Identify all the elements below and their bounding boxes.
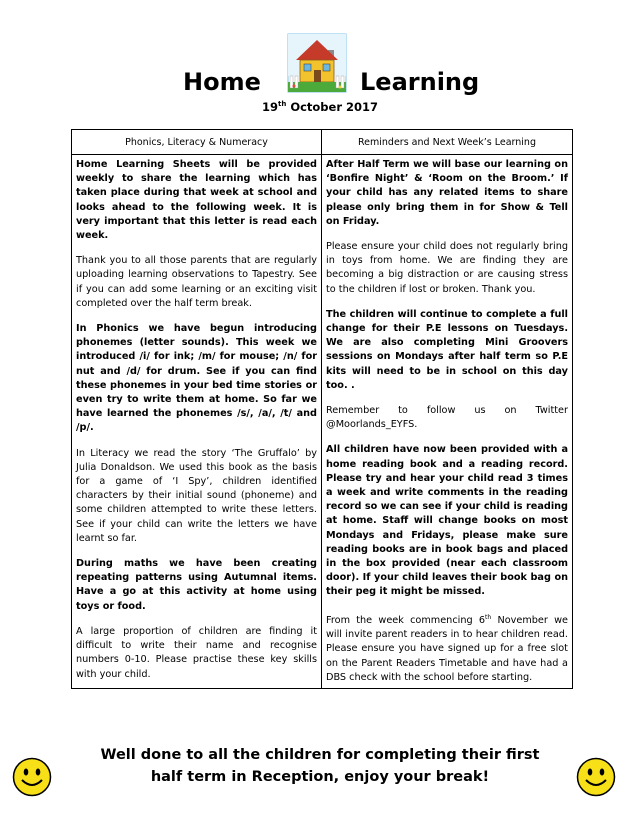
smiley-icon: [576, 757, 616, 797]
learning-table: [71, 129, 573, 689]
paragraph: Remember to follow us on Twitter @Moorlands_EYFS.: [326, 405, 568, 431]
paragraph: All children have now been provided with a home reading book and a reading record. Please try and hear your child read 3 times a week and write comments in the reading record so we can see if your child is reading at home. Staff will change books on most Mondays and Fridays, please make sure reading books are in book bags and placed in the box provided (near each classroom door). If your child leaves their book bag on their peg it might be missed.: [326, 444, 568, 598]
paragraph: The children will continue to complete a full change for their P.E lessons on Tuesdays. We are also completing Mini Groovers sessions on Mondays after half term so P.E kits will need to be in school on this day too. .: [326, 308, 568, 391]
house-icon: [286, 32, 348, 94]
paragraph: Home Learning Sheets will be provided weekly to share the learning which has taken place during that week at school and looks ahead to the following week. It is very important that this letter is read each week.: [76, 159, 317, 242]
paragraph: After Half Term we will base our learning on ‘Bonfire Night’ & ‘Room on the Broom.’ If your child has any related items to share please only bring them in for Show & Tell on Friday.: [326, 159, 568, 227]
paragraph: Thank you to all those parents that are regularly uploading learning observations to Tapestry. See if you can add some learning or an exciting visit completed over the half term break.: [76, 255, 317, 309]
paragraph: During maths we have been creating repeating patterns using Autumnal items. Have a go at this activity at home using toys or food.: [76, 558, 317, 612]
title-learning: Learning: [360, 68, 480, 96]
reminders-column: [322, 155, 573, 689]
paragraph-parent-readers: From the week commencing 6th November we will invite parent readers in to hear children read. Please ensure you have signed up for a free slot on the Parent Readers Timetable and have had a DBS check with the school before starting.: [326, 613, 568, 683]
page-header: [0, 30, 640, 120]
paragraph: Please ensure your child does not regularly bring in toys from home. We are finding they are becoming a big distraction or are causing stress to the children if lost or broken. Thank you.: [326, 241, 568, 295]
closing-message: Well done to all the children for completing their first half term in Reception, enjoy your break!: [100, 747, 540, 785]
column-heading-phonics: Phonics, Literacy & Numeracy: [72, 130, 322, 155]
title-home: Home: [183, 68, 261, 96]
letter-date: 19th October 2017: [261, 100, 379, 114]
paragraph: A large proportion of children are finding it difficult to write their name and recognise numbers 0-10. Please practise these key skills with your child.: [76, 625, 317, 680]
column-heading-reminders: Reminders and Next Week’s Learning: [322, 130, 573, 155]
phonics-column: [72, 155, 322, 689]
paragraph: In Phonics we have begun introducing phonemes (letter sounds). This week we introduced /i/ for ink; /m/ for mouse; /n/ for nut and /d/ for drum. See if you can find these phonemes in your bed time stories or even try to write them at home. So far we have learned the phonemes /s/, /a/, /t/ and /p/.: [76, 323, 317, 434]
paragraph: In Literacy we read the story ‘The Gruffalo’ by Julia Donaldson. We used this book as the basis for a game of ‘I Spy’, children identified characters by their initial sound (phoneme) and some children attempted to write these letters. See if your child can write the letters we have learnt so far.: [76, 447, 317, 544]
